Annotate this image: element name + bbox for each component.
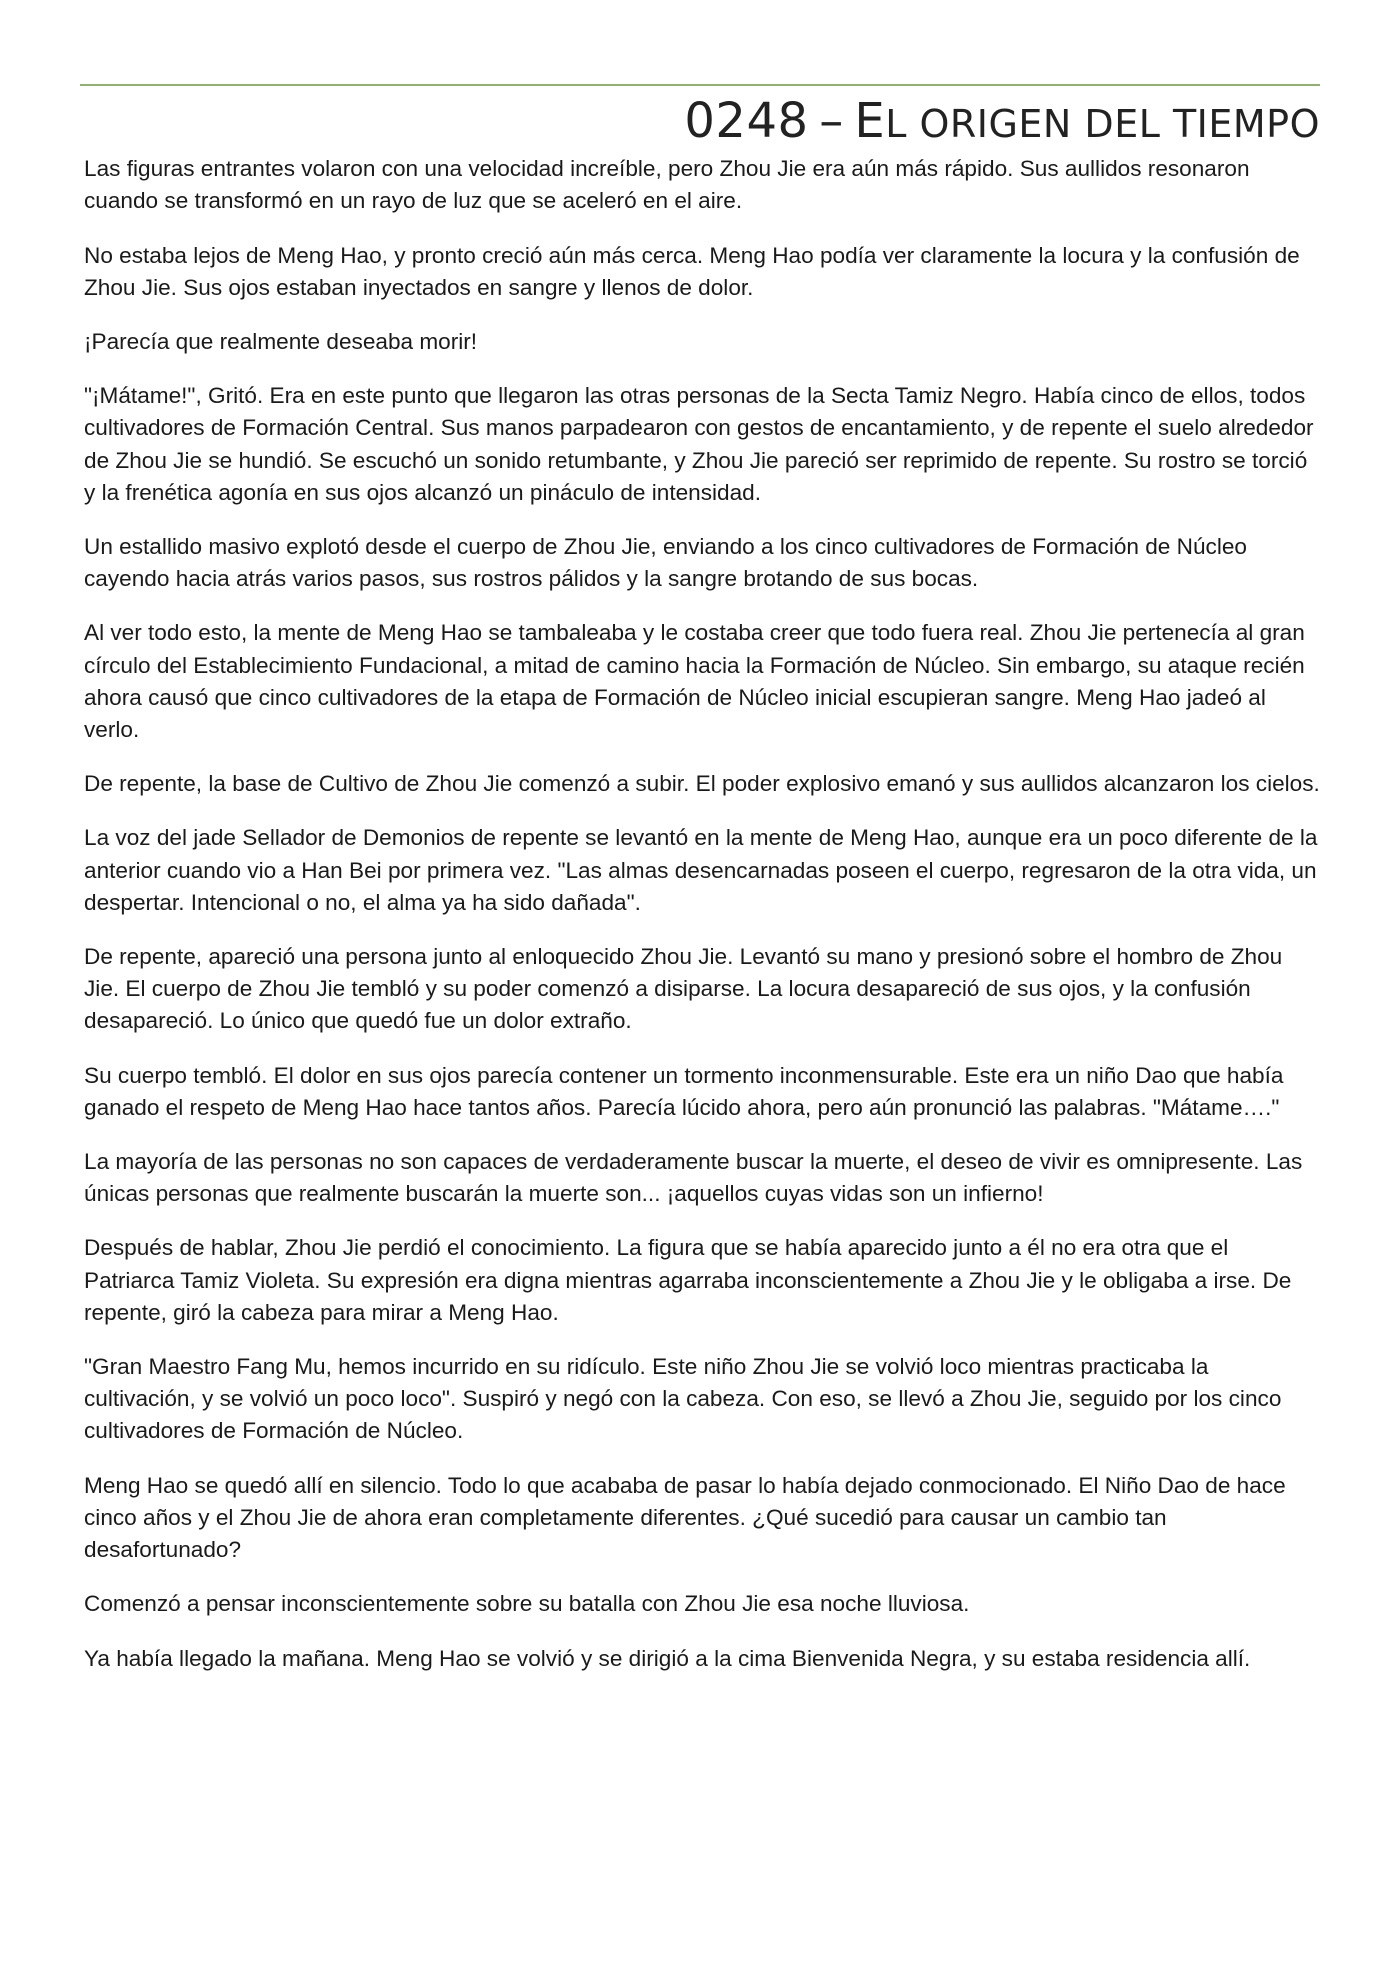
title-rest: L ORIGEN DEL TIEMPO [885, 102, 1320, 146]
chapter-number: 0248 [684, 93, 809, 149]
document-page [80, 84, 1320, 1697]
title-first-letter: E [854, 93, 886, 149]
paragraph: La voz del jade Sellador de Demonios de repente se levantó en la mente de Meng Hao, aunque era un poco diferente de la anterior cuando vio a Han Bei por primera vez. "Las almas desencarnadas poseen el cuerpo, regresaron de la otra vida, un despertar. Intencional o no, el alma ya ha sido dañada". [84, 825, 1318, 915]
paragraph: Meng Hao se quedó allí en silencio. Todo lo que acababa de pasar lo había dejado conmocionado. El Niño Dao de hace cinco años y el Zhou Jie de ahora eran completamente diferentes. ¿Qué sucedió para causar un cambio tan desafortunado? [84, 1472, 1286, 1563]
paragraph: "¡Mátame!", Gritó. Era en este punto que llegaron las otras personas de la Secta Tamiz Negro. Había cinco de ellos, todos cultivadores de Formación Central. Sus manos parpadearon con gestos de encantamiento, y de repente el suelo alrededor de Zhou Jie se hundió. Se escuchó un sonido retumbante, y Zhou Jie pareció ser reprimido de repente. Su rostro se torció y la frenética agonía en sus ojos alcanzó un pináculo de intensidad. [84, 383, 1314, 505]
header-rule [80, 84, 1320, 86]
chapter-title [80, 94, 1320, 149]
paragraph: Su cuerpo tembló. El dolor en sus ojos parecía contener un tormento inconmensurable. Este era un niño Dao que había ganado el respeto de Meng Hao hace tantos años. Parecía lúcido ahora, pero aún pronunció las palabras. "Mátame…." [84, 1062, 1284, 1120]
paragraph: La mayoría de las personas no son capaces de verdaderamente buscar la muerte, el deseo de vivir es omnipresente. Las únicas personas que realmente buscarán la muerte son... ¡aquellos cuyas vidas son un infierno! [84, 1149, 1303, 1207]
paragraph: Un estallido masivo explotó desde el cuerpo de Zhou Jie, enviando a los cinco cultivadores de Formación de Núcleo cayendo hacia atrás varios pasos, sus rostros pálidos y la sangre brotando de sus bocas. [84, 534, 1247, 592]
chapter-body [80, 153, 1320, 1675]
paragraph: No estaba lejos de Meng Hao, y pronto creció aún más cerca. Meng Hao podía ver claramente la locura y la confusión de Zhou Jie. Sus ojos estaban inyectados en sangre y llenos de dolor. [84, 242, 1300, 300]
paragraph: De repente, apareció una persona junto al enloquecido Zhou Jie. Levantó su mano y presionó sobre el hombro de Zhou Jie. El cuerpo de Zhou Jie tembló y su poder comenzó a disiparse. La locura desapareció de sus ojos, y la confusión desapareció. Lo único que quedó fue un dolor extraño. [84, 944, 1283, 1034]
paragraph: De repente, la base de Cultivo de Zhou Jie comenzó a subir. El poder explosivo emanó y sus aullidos alcanzaron los cielos. [84, 771, 1320, 797]
paragraph: Ya había llegado la mañana. Meng Hao se volvió y se dirigió a la cima Bienvenida Negra, y su estaba residencia allí. [84, 1645, 1251, 1671]
paragraph: ¡Parecía que realmente deseaba morir! [84, 329, 478, 354]
paragraph: "Gran Maestro Fang Mu, hemos incurrido en su ridículo. Este niño Zhou Jie se volvió loco mientras practicaba la cultivación, y se volvió un poco loco". Suspiró y negó con la cabeza. Con eso, se llevó a Zhou Jie, seguido por los cinco cultivadores de Formación de Núcleo. [84, 1354, 1282, 1444]
paragraph: Al ver todo esto, la mente de Meng Hao se tambaleaba y le costaba creer que todo fuera real. Zhou Jie pertenecía al gran círculo del Establecimiento Fundacional, a mitad de camino hacia la Formación de Núcleo. Sin embargo, su ataque recién ahora causó que cinco cultivadores de la etapa de Formación de Núcleo inicial escupieran sangre. Meng Hao jadeó al verlo. [84, 620, 1305, 743]
paragraph: Las figuras entrantes volaron con una velocidad increíble, pero Zhou Jie era aún más rápido. Sus aullidos resonaron cuando se transformó en un rayo de luz que se aceleró en el aire. [84, 156, 1250, 214]
paragraph: Después de hablar, Zhou Jie perdió el conocimiento. La figura que se había aparecido junto a él no era otra que el Patriarca Tamiz Violeta. Su expresión era digna mientras agarraba inconscientemente a Zhou Jie y le obligaba a irse. De repente, giró la cabeza para mirar a Meng Hao. [84, 1235, 1292, 1325]
title-separator: – [819, 93, 844, 149]
paragraph: Comenzó a pensar inconscientemente sobre su batalla con Zhou Jie esa noche lluviosa. [84, 1591, 970, 1617]
